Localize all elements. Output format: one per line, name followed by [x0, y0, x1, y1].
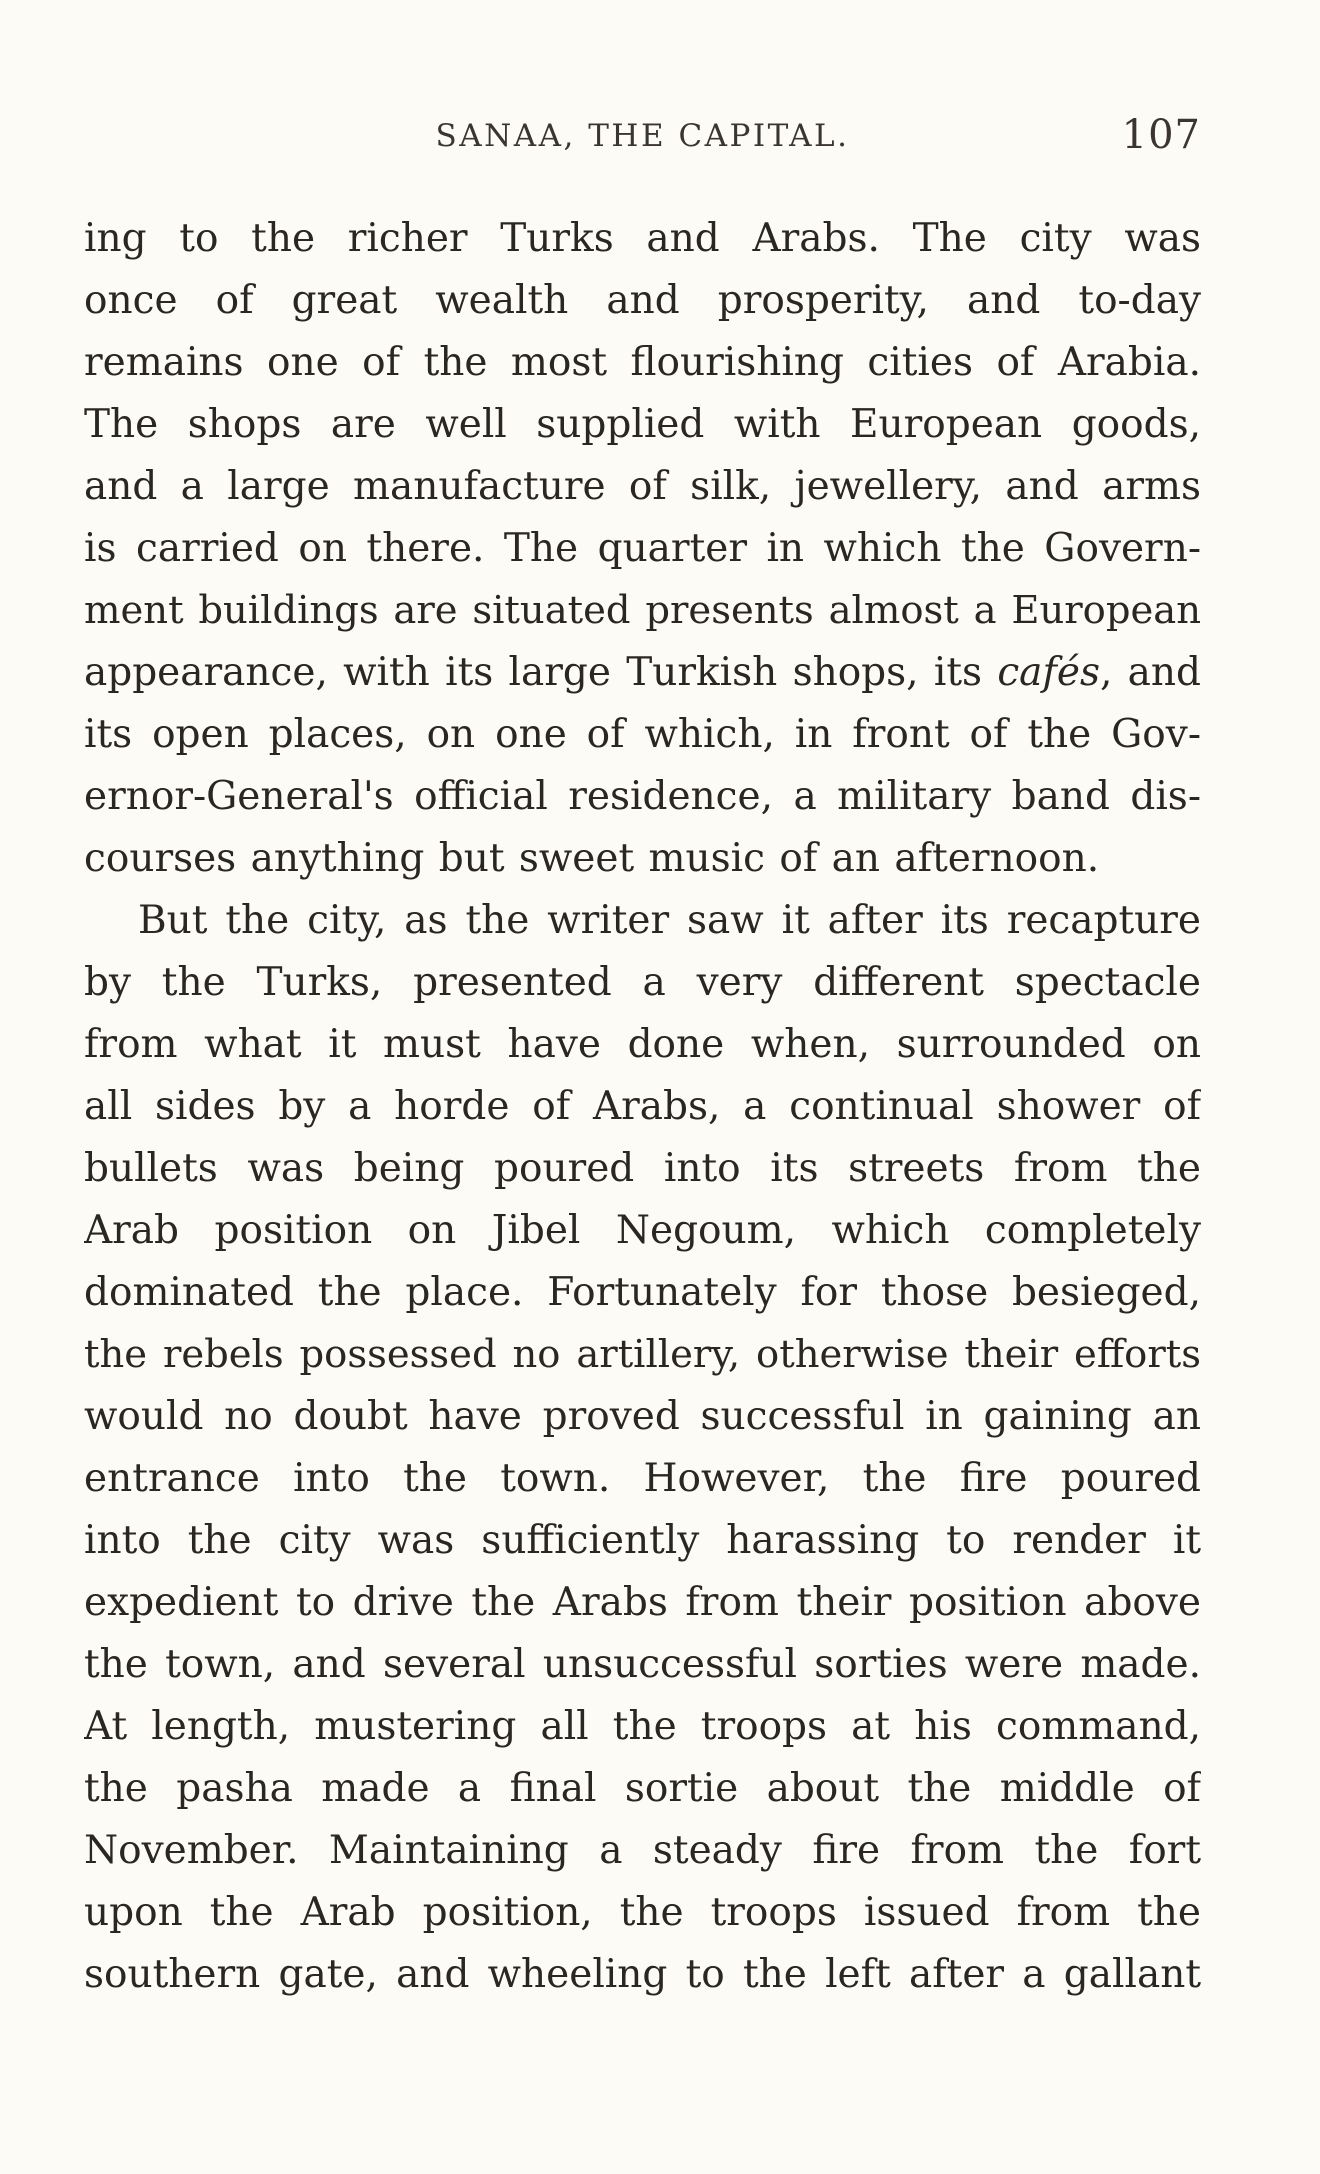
text-line: and a large manufacture of silk, jewellery, and arms	[84, 464, 1201, 509]
italic-word: cafés	[997, 650, 1100, 695]
text-line: expedient to drive the Arabs from their position above	[84, 1580, 1201, 1625]
text-line: the rebels possessed no artillery, otherwise their efforts	[84, 1332, 1201, 1377]
text-line: ernor-General's official residence, a military band dis-	[84, 774, 1201, 819]
text-line: remains one of the most flourishing cities of Arabia.	[84, 340, 1201, 385]
text-line: into the city was sufficiently harassing to render it	[84, 1518, 1201, 1563]
text-line: the pasha made a final sortie about the middle of	[84, 1766, 1201, 1811]
paragraph-first-line: But the city, as the writer saw it after its recapture	[138, 898, 1201, 943]
text-line: Arab position on Jibel Negoum, which completely	[84, 1208, 1201, 1253]
text-line: entrance into the town. However, the fire poured	[84, 1456, 1201, 1501]
text-segment: , and	[1099, 650, 1201, 695]
text-line: dominated the place. Fortunately for those besieged,	[84, 1270, 1201, 1315]
text-line: the town, and several unsuccessful sorties were made.	[84, 1642, 1201, 1687]
body-text	[84, 208, 1201, 2006]
text-line: At length, mustering all the troops at his command,	[84, 1704, 1201, 1749]
text-line: southern gate, and wheeling to the left after a gallant	[84, 1952, 1201, 1997]
text-line: upon the Arab position, the troops issued from the	[84, 1890, 1201, 1935]
page-number: 107	[1121, 112, 1201, 158]
text-line: is carried on there. The quarter in which the Govern-	[84, 526, 1201, 571]
text-line: November. Maintaining a steady fire from the fort	[84, 1828, 1201, 1873]
text-line: would no doubt have proved successful in gaining an	[84, 1394, 1201, 1439]
text-line: courses anything but sweet music of an afternoon.	[84, 836, 1100, 881]
text-line: The shops are well supplied with European goods,	[84, 402, 1201, 447]
text-line: once of great wealth and prosperity, and to-day	[84, 278, 1201, 323]
text-line: ment buildings are situated presents almost a European	[84, 588, 1201, 633]
text-line: by the Turks, presented a very different spectacle	[84, 960, 1201, 1005]
text-line: ing to the richer Turks and Arabs. The city was	[84, 216, 1201, 261]
text-segment: appearance, with its large Turkish shops, its	[84, 650, 983, 695]
text-line-with-italic	[84, 642, 1201, 704]
text-line: all sides by a horde of Arabs, a continual shower of	[84, 1084, 1201, 1129]
text-line: its open places, on one of which, in front of the Gov-	[84, 712, 1201, 757]
running-title: SANAA, THE CAPITAL.	[435, 118, 850, 154]
text-line: bullets was being poured into its streets from the	[84, 1146, 1201, 1191]
running-head	[84, 112, 1201, 178]
text-line: from what it must have done when, surrounded on	[84, 1022, 1201, 1067]
